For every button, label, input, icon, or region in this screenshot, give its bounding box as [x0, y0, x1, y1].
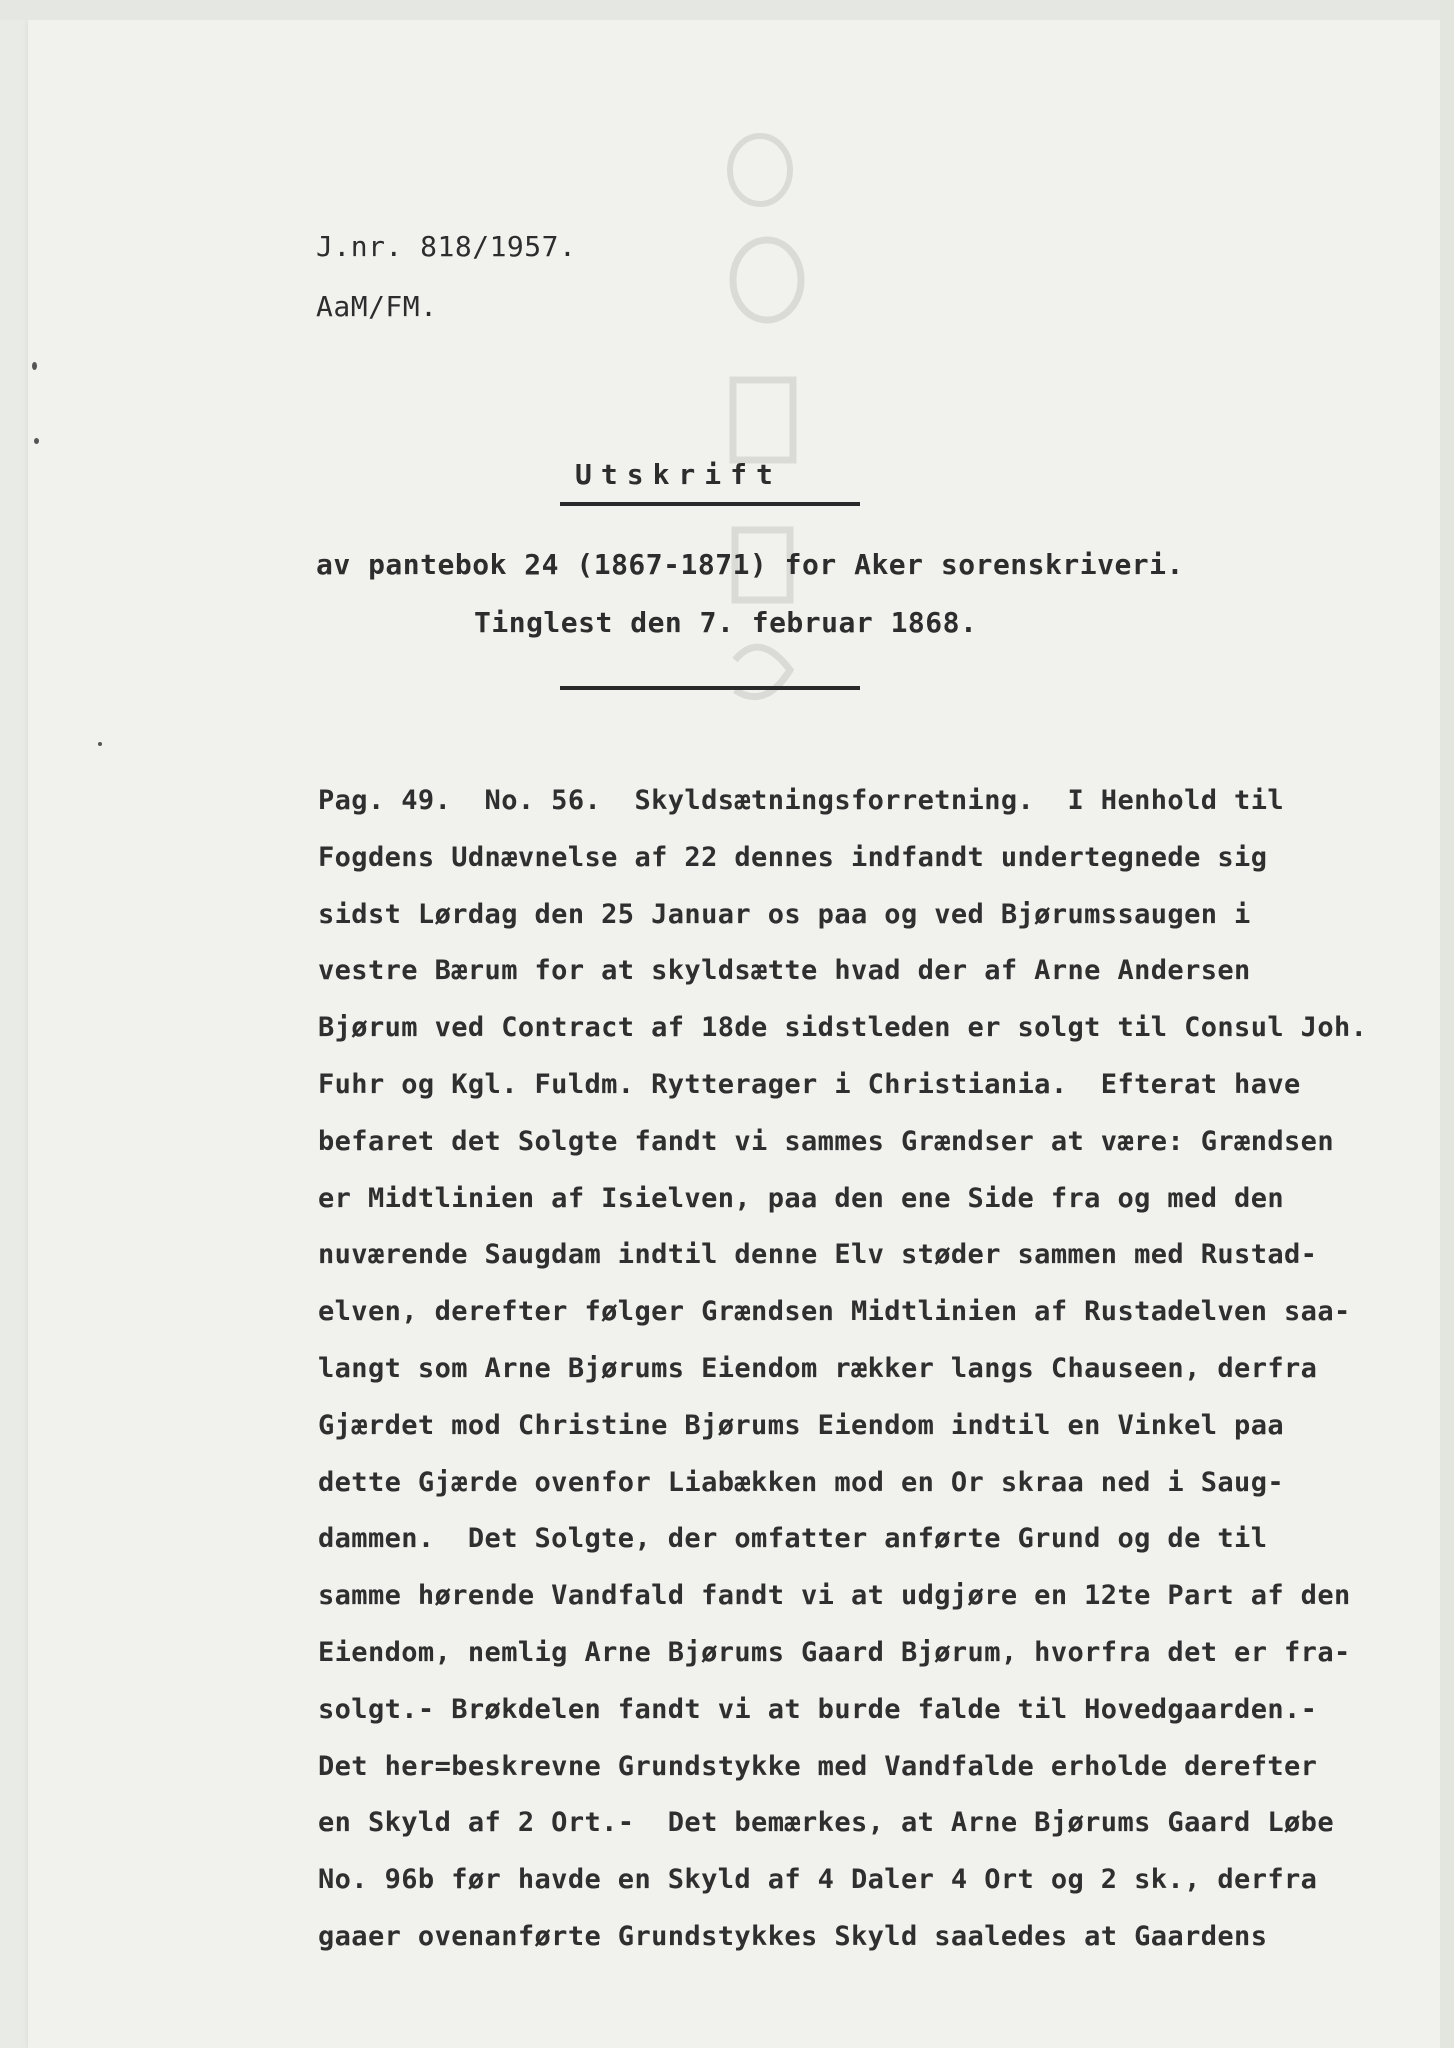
- body-line: er Midtlinien af Isielven, paa den ene Side fra og med den: [318, 1182, 1285, 1214]
- section-divider: [560, 686, 860, 690]
- title-underline: [560, 502, 860, 506]
- body-line: dammen. Det Solgte, der omfatter anførte Grund og de til: [318, 1523, 1268, 1555]
- page-top-edge: [0, 0, 1454, 20]
- body-line: vestre Bærum for at skyldsætte hvad der af Arne Andersen: [318, 955, 1251, 987]
- body-line: Eiendom, nemlig Arne Bjørums Gaard Bjørum, hvorfra det er fra-: [318, 1636, 1351, 1668]
- body-line: Gjærdet mod Christine Bjørums Eiendom indtil en Vinkel paa: [318, 1409, 1285, 1441]
- page-right-edge: [1440, 0, 1454, 2048]
- subtitle-date: Tinglest den 7. februar 1868.: [474, 606, 978, 639]
- bleed-through-stamp: [705, 130, 815, 770]
- body-line: samme hørende Vandfald fandt vi at udgjøre en 12te Part af den: [318, 1580, 1351, 1612]
- body-line: No. 96b før havde en Skyld af 4 Daler 4 Ort og 2 sk., derfra: [318, 1864, 1318, 1896]
- body-line: befaret det Solgte fandt vi sammes Grændser at være: Grændsen: [318, 1125, 1334, 1157]
- body-line: elven, derefter følger Grændsen Midtlinien af Rustadelven saa-: [318, 1296, 1351, 1328]
- body-line: langt som Arne Bjørums Eiendom rækker langs Chauseen, derfra: [318, 1352, 1318, 1384]
- body-line: Bjørum ved Contract af 18de sidstleden er solgt til Consul Joh.: [318, 1012, 1368, 1044]
- body-line: dette Gjærde ovenfor Liabækken mod en Or skraa ned i Saug-: [318, 1466, 1285, 1498]
- body-line: Det her=beskrevne Grundstykke med Vandfalde erholde derefter: [318, 1750, 1318, 1782]
- margin-mark: [98, 742, 102, 746]
- document-title: Utskrift: [575, 458, 782, 491]
- margin-mark: [34, 438, 39, 444]
- body-text: [318, 773, 1428, 1966]
- body-line: en Skyld af 2 Ort.- Det bemærkes, at Arne Bjørums Gaard Løbe: [318, 1807, 1334, 1839]
- body-line: nuværende Saugdam indtil denne Elv støder sammen med Rustad-: [318, 1239, 1318, 1271]
- subtitle-source: av pantebok 24 (1867-1871) for Aker sorenskriveri.: [316, 548, 1184, 581]
- body-line: solgt.- Brøkdelen fandt vi at burde falde til Hovedgaarden.-: [318, 1693, 1318, 1725]
- margin-mark: [32, 362, 37, 370]
- body-line: Pag. 49. No. 56. Skyldsætningsforretning. I Henhold til: [318, 785, 1285, 816]
- body-line: Fuhr og Kgl. Fuldm. Rytterager i Christiania. Efterat have: [318, 1068, 1301, 1100]
- journal-number: J.nr. 818/1957.: [316, 230, 577, 263]
- body-line: sidst Lørdag den 25 Januar os paa og ved Bjørumssaugen i: [318, 898, 1251, 930]
- body-line: gaaer ovenanførte Grundstykkes Skyld saaledes at Gaardens: [318, 1920, 1268, 1952]
- reference-initials: AaM/FM.: [316, 290, 438, 323]
- body-line: Fogdens Udnævnelse af 22 dennes indfandt undertegnede sig: [318, 841, 1268, 873]
